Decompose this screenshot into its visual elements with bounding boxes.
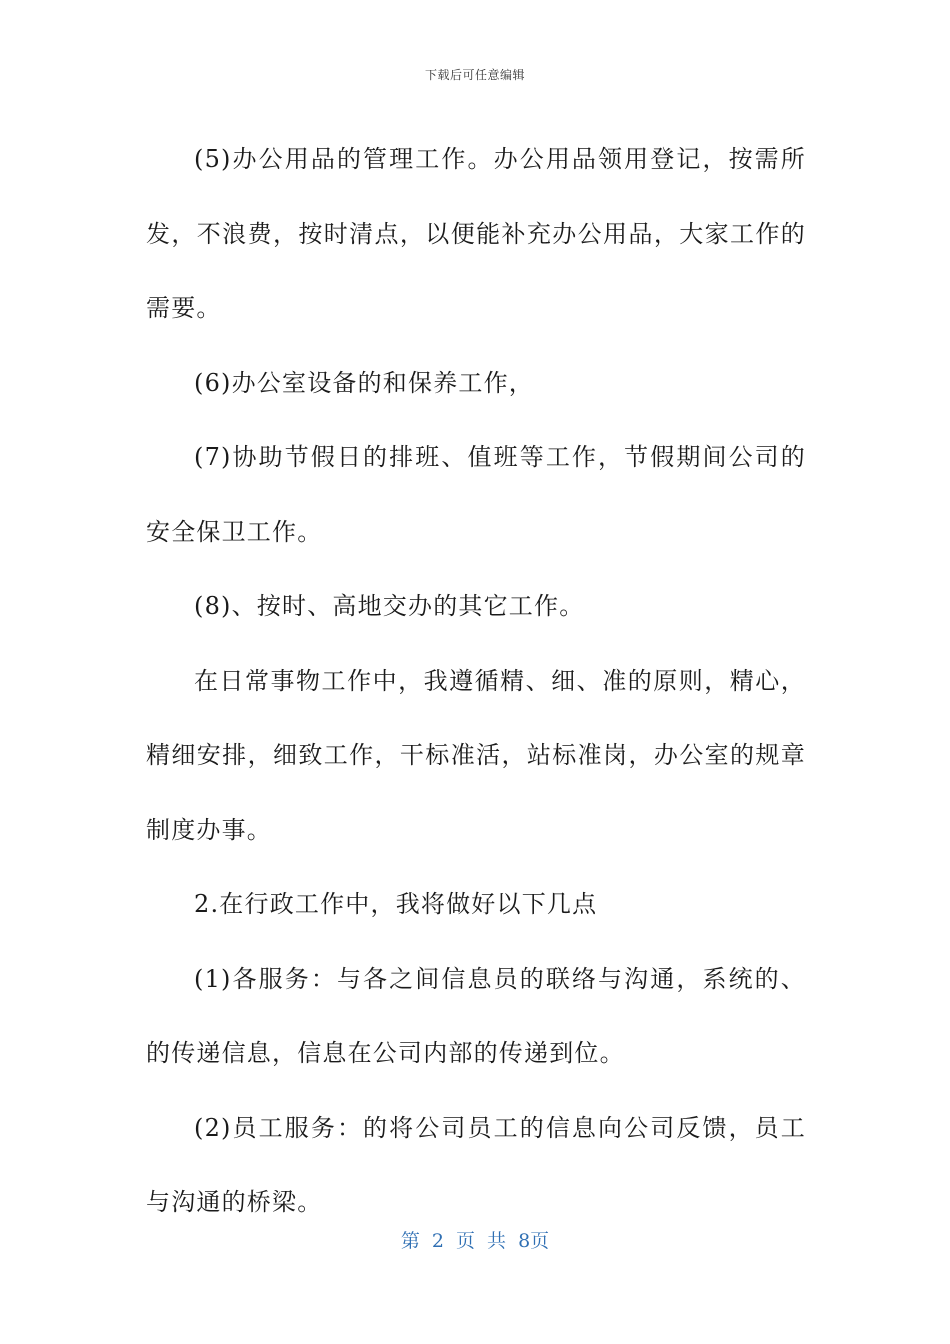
document-body [146, 122, 806, 1240]
paragraph: (2)员工服务：的将公司员工的信息向公司反馈，员工与沟通的桥梁。 [146, 1113, 806, 1216]
paragraph: (5)办公用品的管理工作。办公用品领用登记，按需所发，不浪费，按时清点，以便能补充办公用品，大家工作的需要。 [146, 145, 806, 322]
paragraph: (7)协助节假日的排班、值班等工作，节假期间公司的安全保卫工作。 [146, 443, 806, 546]
paragraph: (6)办公室设备的和保养工作， [194, 368, 534, 397]
paragraph: (8)、按时、高地交办的其它工作。 [194, 592, 585, 620]
header-note: 下载后可任意编辑 [424, 68, 525, 82]
paragraph: 在日常事物工作中，我遵循精、细、准的原则，精心，精细安排，细致工作，干标准活，站标准岗，办公室的规章制度办事。 [146, 666, 806, 844]
paragraph: (1)各服务：与各之间信息员的联络与沟通，系统的、的传递信息，信息在公司内部的传递到位。 [146, 964, 806, 1067]
page-footer: 第 2 页 共 8页 [400, 1230, 550, 1252]
paragraph: 2.在行政工作中，我将做好以下几点 [194, 890, 598, 918]
